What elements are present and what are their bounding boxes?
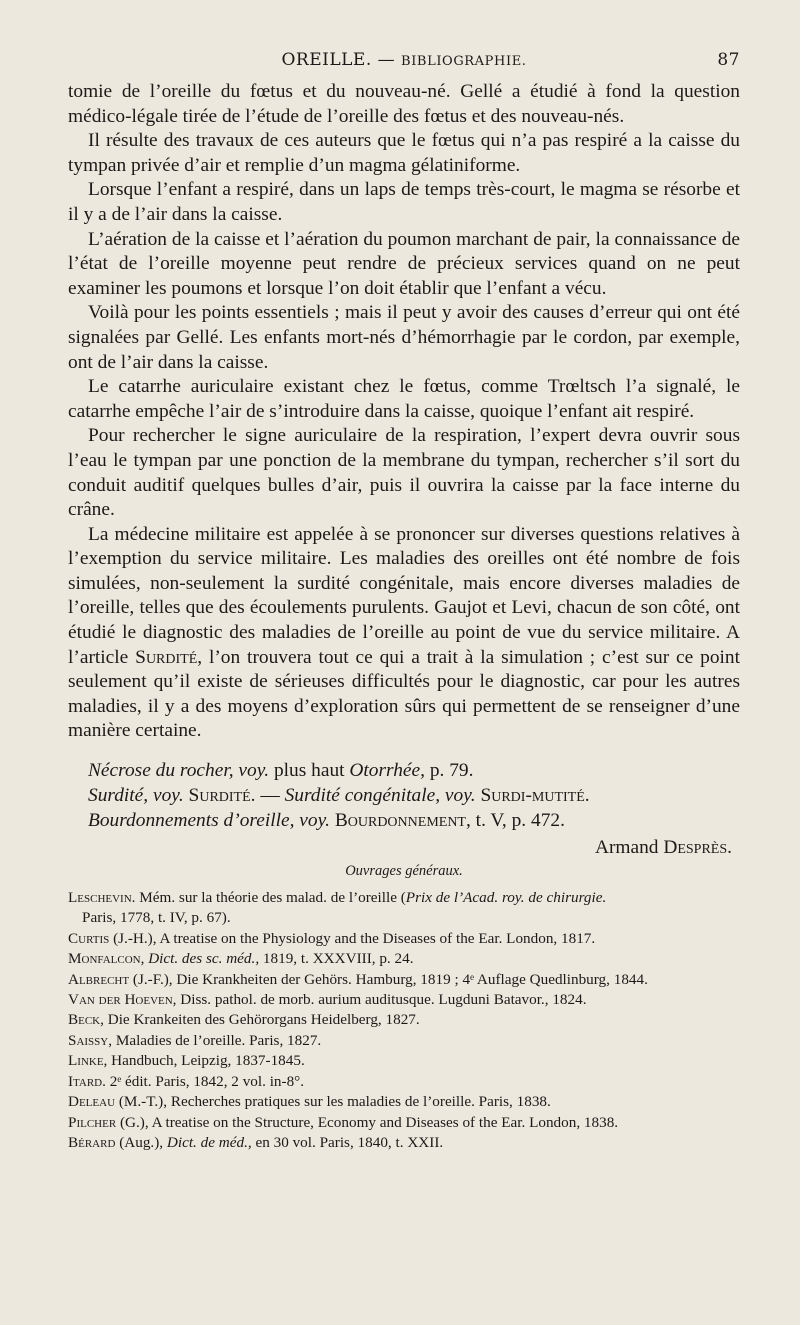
xref-necrose: [68, 758, 740, 783]
ref-italic: Dict. des sc. méd.,: [148, 950, 260, 968]
bibliography-entry: [68, 1113, 740, 1133]
header-section: BIBLIOGRAPHIE.: [401, 54, 527, 69]
bibliography-entry: [68, 990, 740, 1010]
paragraph: tomie de l’oreille du fœtus et du nouveau-né. Gellé a étudié à fond la question médico-légale tirée de l’étude de l’oreille des fœtus et des nouveau-nés.: [68, 81, 740, 127]
xref-smallcaps: Surdi-mutité: [480, 785, 585, 807]
xref-surdite: [68, 783, 740, 808]
bibliography-entry: [68, 970, 740, 990]
xref-text: plus haut: [269, 760, 350, 782]
paragraph: Le catarrhe auriculaire existant chez le fœtus, comme Trœltsch l’a signalé, le catarrhe empêche l’air de s’introduire dans la caisse, quoique l’enfant ait respiré.: [68, 376, 740, 422]
ref-text: 1819, t. XXXVIII, p. 24.: [259, 950, 414, 968]
ref-author: Pilcher: [68, 1113, 117, 1131]
xref-italic: Bourdonnements d’oreille, voy.: [88, 810, 330, 832]
ref-text: Maladies de l’oreille. Paris, 1827.: [112, 1031, 322, 1049]
bibliography-heading: Ouvrages généraux.: [345, 863, 463, 880]
bibliography-entry: [68, 888, 740, 929]
bibliography-entry: [68, 1133, 740, 1153]
xref-italic: Otorrhée,: [349, 760, 425, 782]
ref-text: (G.), A treatise on the Structure, Economy and Diseases of the Ear. London, 1838.: [116, 1113, 619, 1131]
ref-author: Van der Hoeven,: [68, 991, 177, 1009]
ref-author: Monfalcon,: [68, 950, 145, 968]
military-text-after: , l’on trouvera tout ce qui a trait à la simulation ; c’est sur ce point seulement qu’il existe de sérieuses difficultés pour le diagnostic, car pour les autres maladies, il y a des moyens d’exploration sûrs qui permettent de se renseigner d’une manière certaine.: [68, 646, 740, 742]
main-text: [68, 80, 740, 744]
ref-text: Diss. pathol. de morb. aurium auditusque. Lugduni Batavor., 1824.: [176, 991, 587, 1009]
paragraph-military: [68, 523, 740, 744]
cross-references: [68, 758, 740, 833]
bibliography-entry: [68, 1072, 740, 1092]
ref-italic: Prix de l’Acad. roy. de chirurgie.: [405, 889, 607, 907]
ref-author: Curtis: [68, 929, 110, 947]
xref-italic: Surdité congénitale, voy.: [284, 785, 476, 807]
xref-smallcaps: Surdité: [188, 785, 251, 807]
ref-author: Leschevin.: [68, 889, 136, 907]
bibliography-entry: [68, 949, 740, 969]
military-xref-surdite: Surdité: [135, 646, 198, 668]
xref-italic: Surdité, voy.: [88, 785, 184, 807]
ref-continuation: Paris, 1778, t. IV, p. 67).: [82, 909, 231, 927]
ref-author: Saissy,: [68, 1031, 113, 1049]
paragraph: Voilà pour les points essentiels ; mais il peut y avoir des causes d’erreur qui ont été signalées par Gellé. Les enfants mort-nés d’hémorrhagie par le cordon, par exemple, ont de l’air dans la caisse.: [68, 302, 740, 373]
author-last-name: Desprès.: [663, 837, 732, 859]
xref-text: . —: [250, 785, 285, 807]
ref-author: Linke,: [68, 1052, 108, 1070]
paragraph: Il résulte des travaux de ces auteurs que le fœtus qui n’a pas respiré a la caisse du tympan privée d’air et remplie d’un magma gélatiniforme.: [68, 130, 740, 176]
author-first-name: Armand: [594, 837, 659, 859]
running-header: [68, 50, 740, 80]
ref-text: (M.-T.), Recherches pratiques sur les maladies de l’oreille. Paris, 1838.: [115, 1093, 551, 1111]
bibliography-entry: [68, 929, 740, 949]
xref-bourdonnements: [68, 808, 740, 833]
ref-text: Mém. sur la théorie des malad. de l’oreille (: [135, 889, 406, 907]
page-number: 87: [717, 50, 740, 70]
ref-text: (J.-H.), A treatise on the Physiology and the Diseases of the Ear. London, 1817.: [109, 929, 596, 947]
xref-italic: Nécrose du rocher, voy.: [88, 760, 270, 782]
ref-text: Handbuch, Leipzig, 1837-1845.: [107, 1052, 305, 1070]
ref-author: Beck,: [68, 1011, 104, 1029]
xref-text: , t. V, p. 472.: [465, 810, 565, 832]
header-dash: —: [377, 50, 396, 70]
xref-text: p. 79.: [424, 760, 474, 782]
paragraph: L’aération de la caisse et l’aération du poumon marchant de pair, la connaissance de l’état de l’oreille moyenne peut rendre de précieux services quand on ne peut examiner les poumons et lorsque l’on doit établir que l’enfant a vécu.: [68, 228, 740, 299]
running-title: OREILLE.: [281, 50, 372, 70]
ref-text: (Aug.),: [115, 1133, 167, 1151]
bibliography-entry: [68, 1092, 740, 1112]
ref-author: Albrecht: [68, 970, 130, 988]
military-text-before: La médecine militaire est appelée à se prononcer sur diverses questions relatives à l’exemption du service militaire. Les maladies des oreilles ont été nombre de fois simulées, non-seulement la surdité congénitale, mais encore diverses maladies de l’oreille, telles que des écoulements purulents. Gaujot et Levi, chacun de son côté, ont étudié le diagnostic des maladies de l’oreille au point de vue du service militaire. A l’article: [68, 523, 740, 668]
bibliography-entry: [68, 1010, 740, 1030]
xref-text: .: [584, 785, 590, 807]
bibliography-entry: [68, 1051, 740, 1071]
ref-author: Itard.: [68, 1072, 106, 1090]
paragraph: Lorsque l’enfant a respiré, dans un laps de temps très-court, le magma se résorbe et il y a de l’air dans la caisse.: [68, 179, 740, 225]
ref-italic: Dict. de méd.,: [166, 1133, 252, 1151]
article-author: [68, 835, 740, 861]
bibliography-list: [68, 888, 740, 1153]
ref-author: Bérard: [68, 1133, 116, 1151]
ref-text: 2ᵉ édit. Paris, 1842, 2 vol. in-8°.: [105, 1072, 305, 1090]
paragraph: Pour rechercher le signe auriculaire de la respiration, l’expert devra ouvrir sous l’eau le tympan par une ponction de la membrane du tympan, rechercher s’il sort du conduit auditif quelques bulles d’air, puis il ouvrira la caisse par la face interne du crâne.: [68, 425, 740, 521]
ref-text: Die Krankeiten des Gehörorgans Heidelberg, 1827.: [103, 1011, 420, 1029]
bibliography-entry: [68, 1031, 740, 1051]
ref-author: Deleau: [68, 1093, 116, 1111]
ref-text: (J.-F.), Die Krankheiten der Gehörs. Hamburg, 1819 ; 4ᵉ Auflage Quedlinburg, 1844.: [129, 970, 648, 988]
ref-text: en 30 vol. Paris, 1840, t. XXII.: [251, 1133, 444, 1151]
xref-smallcaps: Bourdonnement: [334, 810, 466, 832]
